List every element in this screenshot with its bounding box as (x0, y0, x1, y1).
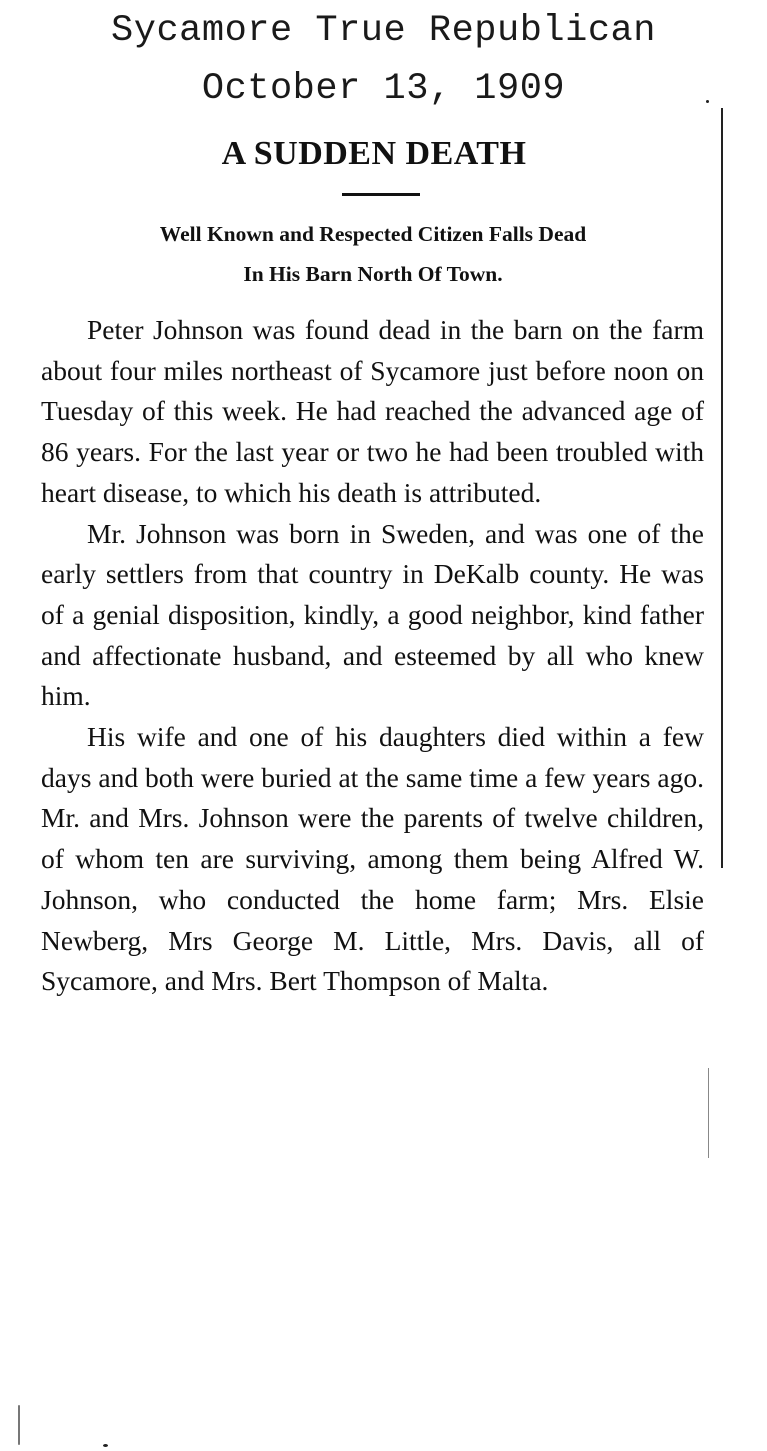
column-rule (721, 108, 723, 868)
article-headline: A SUDDEN DEATH (221, 135, 527, 172)
print-speck (18, 1405, 20, 1445)
article-paragraph-2: Mr. Johnson was born in Sweden, and was one of the early settlers from that country in DeKalb county. He was of a genial disposition, kindly, a good neighbor, kind father and affectionate husband, and esteemed by all who knew him. (41, 517, 704, 712)
article-paragraph-1: Peter Johnson was found dead in the barn on the farm about four miles northeast of Sycamore just before noon on Tuesday of this week. He had reached the advanced age of 86 years. For the last year or two he had been troubled with heart disease, to which his death is attributed. (41, 314, 704, 508)
column-rule-lower (708, 1068, 709, 1158)
print-speck (103, 1444, 108, 1447)
publication-date: October 13, 1909 (201, 68, 566, 110)
article-subhead-line-1: Well Known and Respected Citizen Falls Dead (159, 222, 587, 246)
article-paragraph-3: His wife and one of his daughters died within a few days and both were buried at the same time a few years ago. Mr. and Mrs. Johnson were the parents of twelve children, of whom ten are surviving, among them being Alfred W. Johnson, who conducted the home farm; Mrs. Elsie Newberg, Mrs George M. Little, Mrs. Davis, all of Sycamore, and Mrs. Bert Thompson of Malta. (41, 721, 704, 997)
article-subhead-line-2: In His Barn North Of Town. (243, 262, 503, 286)
article-body (41, 310, 704, 1002)
headline-divider (342, 193, 420, 196)
print-speck (706, 100, 709, 103)
newspaper-title: Sycamore True Republican (111, 10, 656, 52)
